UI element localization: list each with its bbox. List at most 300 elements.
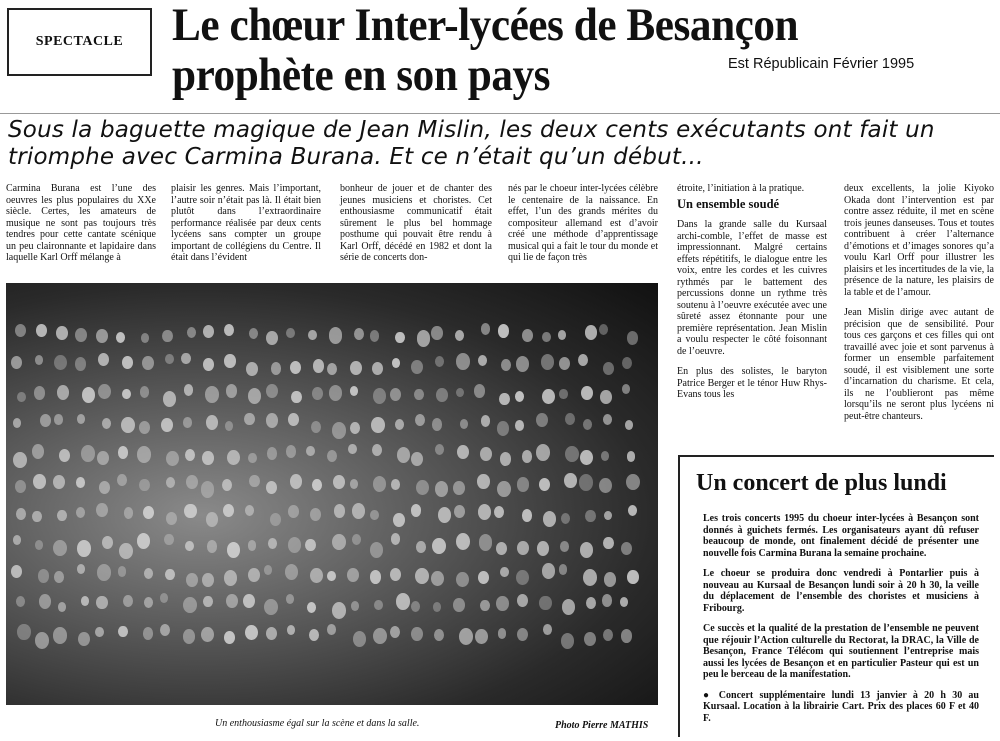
- photo-texture: [432, 538, 446, 555]
- photo-texture: [327, 450, 337, 462]
- photo-texture: [95, 627, 103, 637]
- photo-texture: [139, 421, 150, 434]
- photo-texture: [142, 356, 154, 371]
- paragraph: étroite, l’initiation à la pratique.: [677, 183, 805, 194]
- photo-texture: [35, 540, 43, 550]
- photo-texture: [599, 478, 612, 493]
- photo-texture: [137, 446, 151, 462]
- paragraph: plaisir les genres. Mais l’important, l’autre soir n’était pas là. Il était bien plutôt dans l’extraordinaire performance réalisée par deux cents lycéens sans compter un groupe important de collégiens du Centre. Il était dans l’évident: [171, 183, 321, 263]
- photo-texture: [354, 328, 365, 341]
- photo-texture: [329, 385, 342, 401]
- photo-texture: [244, 413, 254, 425]
- photo-texture: [288, 505, 299, 518]
- photo-texture: [248, 388, 261, 404]
- photo-texture: [480, 447, 492, 462]
- photo-texture: [77, 564, 85, 574]
- divider: [0, 113, 1000, 114]
- photo-texture: [183, 597, 197, 614]
- photo-texture: [416, 480, 429, 495]
- photo-texture: [560, 541, 569, 552]
- photo-texture: [266, 413, 278, 428]
- photo-texture: [599, 324, 608, 335]
- photo-texture: [372, 444, 382, 456]
- photo-texture: [291, 391, 301, 403]
- photo-texture: [140, 386, 150, 398]
- photo-texture: [395, 419, 404, 430]
- photo-texture: [370, 542, 383, 558]
- photo-texture: [604, 572, 616, 586]
- article-column-2: [171, 183, 321, 264]
- photo-texture: [435, 356, 444, 367]
- photo-texture: [332, 534, 345, 550]
- photo-texture: [187, 327, 196, 338]
- photo-texture: [102, 536, 113, 549]
- photo-texture: [11, 356, 22, 369]
- photo-texture: [603, 414, 613, 425]
- photo-texture: [245, 505, 254, 516]
- photo-texture: [370, 570, 381, 584]
- photo-texture: [329, 327, 343, 343]
- photo-texture: [121, 417, 134, 433]
- photo-texture: [59, 449, 70, 462]
- photo-texture: [541, 354, 554, 370]
- photo-texture: [57, 510, 66, 521]
- photo-texture: [583, 419, 592, 430]
- photo-texture: [601, 451, 610, 461]
- photo-texture: [202, 451, 213, 465]
- photo-texture: [436, 388, 448, 402]
- photo-texture: [496, 596, 508, 611]
- paragraph: deux excellents, la jolie Kiyoko Okada dont l’intervention est par contre assez réduite, il met en scène trois jeunes danseuses. Tous et toutes contribuent à créer l’alternance d’émotions et d’images sonores qu’a voulu Karl Orff pour illustrer les plaisirs et les incertitudes de la vie, la présence de la nature, les plaisirs de la table et de l’amour.: [844, 183, 994, 298]
- photo-texture: [264, 565, 272, 575]
- photo-texture: [481, 323, 491, 335]
- photo-texture: [40, 414, 51, 427]
- photo-texture: [119, 543, 133, 560]
- photo-texture: [15, 480, 26, 493]
- photo-texture: [350, 361, 362, 375]
- photo-texture: [500, 567, 509, 577]
- photo-texture: [517, 628, 528, 641]
- photo-texture: [542, 563, 555, 578]
- photo-caption: Un enthousiasme égal sur la scène et dans la salle.: [215, 718, 420, 729]
- article-column-6: [844, 183, 994, 422]
- photo-texture: [561, 633, 575, 650]
- photo-texture: [515, 391, 524, 402]
- photo-texture: [496, 542, 507, 555]
- photo-texture: [411, 504, 422, 517]
- photo-texture: [248, 453, 256, 463]
- photo-texture: [13, 535, 21, 545]
- photo-texture: [102, 418, 112, 430]
- photo-texture: [497, 481, 511, 497]
- paragraph: Dans la grande salle du Kursaal archi-comble, l’effet de masse est impressionnant. Malgré certains effets répétitifs, le dialogue entre les voix, entre les cordes et les cuivres rythmés par le battement des percussions donne un rythme très soutenu à l’oeuvre exécutée avec une sûreté assez étonnante pour une première représentation. Jean Mislin a voulu respecter le côté foisonnant de l’oeuvre.: [677, 219, 827, 357]
- photo-texture: [266, 331, 278, 345]
- photo-texture: [183, 629, 195, 643]
- photo-texture: [477, 474, 489, 489]
- photo-texture: [622, 384, 630, 394]
- photo-texture: [288, 413, 299, 426]
- photo-texture: [353, 631, 366, 647]
- photo-texture: [559, 389, 567, 399]
- photo-texture: [17, 392, 26, 403]
- photo-texture: [454, 505, 465, 518]
- photo-texture: [54, 355, 67, 370]
- photo-texture: [307, 602, 316, 613]
- photo-texture: [144, 568, 153, 579]
- photo-texture: [536, 413, 548, 427]
- photo-texture: [226, 594, 238, 608]
- photo-texture: [96, 503, 108, 517]
- paragraph: Ce succès et la qualité de la prestation de l’ensemble ne peuvent que réjouir l’Action culturelle du Rectorat, la DRAC, la Ville de Besançon, France Télécom qui soutiennent l’entreprise mais aussi les lycées de Besançon et en particulier Pasteur qui est un peu le berceau de la manifestation.: [703, 623, 979, 680]
- photo-texture: [96, 596, 108, 610]
- photo-texture: [183, 417, 192, 427]
- photo-texture: [286, 445, 296, 457]
- photo-texture: [267, 447, 278, 460]
- photo-texture: [143, 627, 153, 640]
- photo-texture: [373, 476, 386, 492]
- photo-texture: [580, 542, 593, 558]
- photo-texture: [391, 533, 401, 545]
- photo-texture: [456, 353, 470, 370]
- photo-texture: [501, 359, 511, 371]
- photo-texture: [203, 325, 214, 339]
- photo-texture: [34, 386, 45, 399]
- photo-texture: [350, 422, 360, 434]
- photo-texture: [268, 538, 277, 549]
- photo-texture: [13, 452, 27, 468]
- photo-texture: [76, 477, 85, 487]
- photo-texture: [414, 389, 423, 400]
- photo-texture: [81, 445, 95, 462]
- photo-texture: [537, 541, 549, 556]
- photo-texture: [561, 513, 570, 524]
- photo-texture: [627, 331, 638, 344]
- photo-texture: [456, 388, 464, 398]
- photo-texture: [245, 625, 258, 640]
- photo-texture: [143, 506, 154, 519]
- photo-texture: [415, 414, 425, 426]
- photo-texture: [184, 504, 196, 519]
- photo-texture: [625, 420, 633, 430]
- photo-texture: [536, 444, 550, 461]
- photo-texture: [562, 599, 575, 615]
- section-heading: Un ensemble soudé: [677, 196, 780, 211]
- photo-texture: [559, 357, 570, 370]
- photo-texture: [206, 512, 218, 526]
- photo-texture: [516, 356, 529, 372]
- paragraph: nés par le choeur inter-lycées célèbre le centenaire de la naissance. En effet, l’un des grands mérites du compositeur allemand est d’avoir créé une méthode d’apprentissage musical qui a fait le tour du monde et qui lie de façon très: [508, 183, 658, 263]
- photo-texture: [54, 414, 62, 424]
- paragraph: Jean Mislin dirige avec autant de précision que de sensibilité. Pour tous ces garçons et ces filles qui ont travaillé avec joie et sont parvenus à former un ensemble parfaitement soudé, il est visiblement une sorte d’incarnation du charisme. Et cela, ils ne l’oublieront pas même lorsqu’ils ne seront plus lycéens ni peut-être chanteurs.: [844, 307, 994, 422]
- article-column-5: [677, 183, 827, 401]
- photo-texture: [137, 533, 150, 549]
- photo-texture: [584, 632, 596, 647]
- photo-texture: [288, 537, 301, 553]
- photo-texture: [312, 479, 322, 491]
- photo-texture: [270, 513, 281, 526]
- photo-texture: [583, 569, 597, 586]
- photo-texture: [141, 333, 150, 343]
- photo-texture: [161, 418, 173, 432]
- photo-texture: [224, 570, 238, 586]
- photo-texture: [118, 566, 127, 576]
- photo-texture: [602, 594, 613, 607]
- photo-texture: [432, 418, 442, 430]
- headline: [172, 0, 908, 100]
- photo-texture: [372, 362, 383, 375]
- photo-texture: [411, 360, 423, 374]
- photo-texture: [565, 413, 575, 425]
- photo-texture: [539, 478, 550, 491]
- photo-texture: [243, 594, 255, 609]
- photo-texture: [478, 355, 487, 366]
- photo-texture: [203, 358, 214, 371]
- photo-texture: [474, 384, 486, 398]
- photo-texture: [81, 596, 89, 606]
- section-label: SPECTACLE: [7, 8, 152, 76]
- photo-texture: [416, 541, 426, 553]
- photo-texture: [515, 420, 524, 431]
- photo-texture: [287, 625, 296, 635]
- paragraph: Les trois concerts 1995 du choeur inter-lycées à Besançon sont donnés à guichets fermés. Les organisateurs ayant dû refuser beaucoup de monde, ont finalement décidé de présenter une nouvelle fois Carmina Burana la semaine prochaine.: [703, 513, 979, 559]
- photo-texture: [57, 385, 69, 400]
- photo-texture: [224, 324, 234, 336]
- photo-texture: [522, 509, 533, 522]
- photo-texture: [395, 332, 405, 344]
- photo-texture: [165, 569, 174, 580]
- photo-texture: [459, 628, 473, 645]
- photo-texture: [351, 601, 359, 611]
- photo-texture: [186, 475, 198, 489]
- choir-photo: [6, 283, 658, 705]
- photo-texture: [558, 330, 566, 340]
- photo-texture: [166, 477, 175, 488]
- photo-texture: [82, 387, 95, 403]
- photo-texture: [310, 568, 323, 583]
- photo-texture: [348, 444, 356, 454]
- photo-texture: [480, 600, 489, 611]
- photo-texture: [621, 629, 632, 643]
- photo-texture: [453, 598, 464, 612]
- photo-texture: [75, 357, 87, 371]
- photo-texture: [249, 475, 260, 488]
- photo-texture: [498, 324, 510, 338]
- photo-texture: [224, 354, 235, 367]
- photo-texture: [333, 475, 345, 489]
- photo-texture: [201, 481, 215, 498]
- photo-texture: [334, 504, 346, 518]
- photo-texture: [78, 632, 90, 646]
- photo-texture: [564, 473, 576, 488]
- photo-texture: [627, 451, 636, 461]
- photo-texture: [122, 389, 131, 400]
- photo-texture: [522, 450, 532, 462]
- photo-texture: [433, 602, 441, 612]
- photo-texture: [390, 568, 401, 581]
- photo-texture: [517, 477, 529, 491]
- photo-texture: [123, 595, 133, 607]
- photo-texture: [603, 362, 614, 375]
- photo-texture: [97, 564, 111, 581]
- photo-texture: [457, 445, 469, 459]
- photo-texture: [53, 540, 66, 556]
- headline-line-2: prophète en son pays: [172, 49, 551, 101]
- photo-texture: [411, 601, 420, 612]
- photo-texture: [500, 452, 511, 466]
- photo-texture: [627, 570, 638, 584]
- photo-texture: [455, 330, 464, 341]
- source-line: Est Républicain Février 1995: [728, 56, 915, 72]
- paragraph: En plus des solistes, le baryton Patrice Berger et le ténor Huw Rhys-Evans tous les: [677, 366, 827, 400]
- photo-texture: [559, 564, 568, 574]
- photo-texture: [498, 628, 507, 638]
- photo-texture: [124, 507, 134, 519]
- photo-texture: [352, 503, 365, 519]
- photo-texture: [224, 631, 235, 644]
- photo-texture: [58, 602, 66, 612]
- photo-texture: [390, 388, 401, 401]
- photo-texture: [35, 632, 49, 649]
- photo-texture: [246, 362, 258, 376]
- photo-texture: [35, 355, 43, 365]
- photo-texture: [96, 329, 108, 343]
- photo-texture: [144, 597, 153, 608]
- photo-texture: [499, 393, 510, 406]
- photo-texture: [97, 451, 109, 465]
- photo-texture: [184, 384, 194, 396]
- photo-texture: [313, 359, 324, 373]
- photo-texture: [290, 474, 303, 489]
- photo-texture: [522, 329, 533, 342]
- photo-texture: [227, 542, 240, 557]
- photo-texture: [539, 596, 551, 611]
- photo-texture: [350, 479, 358, 489]
- photo-texture: [266, 481, 277, 494]
- photo-texture: [374, 600, 382, 610]
- photo-texture: [117, 474, 127, 486]
- photo-texture: [347, 568, 359, 582]
- photo-texture: [411, 627, 422, 641]
- photo-credit: Photo Pierre MATHIS: [555, 720, 649, 731]
- photo-texture: [290, 361, 301, 374]
- photo-texture: [438, 507, 451, 523]
- photo-texture: [271, 362, 282, 375]
- photo-texture: [542, 389, 555, 405]
- photo-texture: [32, 444, 44, 459]
- photo-texture: [181, 353, 190, 364]
- photo-texture: [33, 474, 45, 489]
- photo-texture: [16, 596, 25, 607]
- photo-texture: [77, 540, 91, 557]
- photo-texture: [160, 624, 170, 636]
- photo-texture: [185, 449, 195, 461]
- photo-texture: [116, 332, 125, 343]
- photo-texture: [32, 511, 42, 523]
- photo-texture: [225, 421, 234, 431]
- photo-texture: [373, 388, 386, 403]
- photo-texture: [327, 571, 336, 582]
- photo-texture: [585, 510, 596, 523]
- photo-texture: [118, 446, 128, 458]
- photo-texture: [391, 479, 400, 490]
- photo-texture: [306, 446, 315, 457]
- photo-texture: [371, 417, 384, 433]
- photo-texture: [139, 479, 149, 491]
- photo-texture: [373, 628, 387, 645]
- photo-texture: [266, 384, 278, 398]
- photo-texture: [166, 512, 177, 525]
- photo-texture: [456, 572, 469, 587]
- article-column-3: [340, 183, 492, 264]
- photo-texture: [516, 570, 528, 585]
- photo-texture: [600, 390, 612, 404]
- photo-texture: [16, 508, 26, 520]
- photo-texture: [11, 565, 22, 578]
- photo-texture: [17, 624, 30, 640]
- photo-texture: [266, 627, 277, 640]
- photo-texture: [543, 511, 556, 527]
- subhead: Sous la baguette magique de Jean Mislin, les deux cents exécutants ont fait un triomphe avec Carmina Burana. Et ce n’était qu’un début...: [8, 117, 935, 170]
- photo-texture: [626, 474, 640, 490]
- photo-texture: [38, 569, 50, 583]
- photo-texture: [517, 594, 528, 607]
- photo-texture: [332, 422, 346, 439]
- info-box-body: [703, 513, 979, 724]
- photo-texture: [580, 450, 593, 465]
- paragraph: Carmina Burana est l’une des oeuvres les plus populaires du XXe siècle. Certes, les amateurs de musique ne sont pas toujours très tendres pour cette cantate scénique un peu claironnante et lapidaire dans laquelle Karl Orff mélange à: [6, 183, 156, 263]
- photo-texture: [202, 573, 214, 587]
- paragraph: bonheur de jouer et de chanter des jeunes musiciens et choristes. Cet enthousiasme communicatif était sûrement le plus bel hommage posthume qui pouvait être rendu à Karl Orff, décédé en 1982 et dont la série de concerts don-: [340, 183, 492, 263]
- photo-texture: [581, 386, 593, 400]
- photo-texture: [206, 415, 219, 430]
- photo-texture: [164, 534, 173, 545]
- photo-texture: [586, 597, 596, 609]
- photo-texture: [13, 418, 21, 428]
- photo-texture: [475, 629, 488, 644]
- photo-texture: [98, 353, 109, 366]
- photo-texture: [628, 505, 637, 516]
- photo-texture: [15, 324, 26, 337]
- photo-texture: [494, 506, 504, 518]
- photo-texture: [207, 540, 217, 552]
- photo-texture: [392, 358, 400, 368]
- photo-texture: [264, 599, 278, 616]
- photo-texture: [160, 593, 168, 603]
- photo-texture: [98, 384, 111, 399]
- photo-texture: [99, 481, 110, 495]
- photo-texture: [162, 330, 173, 343]
- photo-texture: [54, 571, 64, 583]
- photo-texture: [543, 624, 552, 635]
- photo-texture: [620, 597, 628, 607]
- photo-texture: [417, 330, 431, 346]
- photo-texture: [249, 328, 258, 339]
- photo-texture: [53, 475, 65, 489]
- photo-texture: [435, 444, 444, 455]
- photo-texture: [397, 447, 410, 463]
- photo-texture: [396, 593, 410, 610]
- photo-texture: [434, 629, 444, 641]
- photo-texture: [327, 363, 338, 376]
- photo-texture: [621, 542, 632, 555]
- photo-texture: [393, 513, 405, 528]
- photo-texture: [415, 568, 429, 585]
- photo-texture: [166, 451, 179, 467]
- photo-texture: [77, 414, 86, 424]
- photo-texture: [542, 332, 551, 343]
- photo-texture: [585, 325, 597, 339]
- photo-texture: [118, 626, 128, 637]
